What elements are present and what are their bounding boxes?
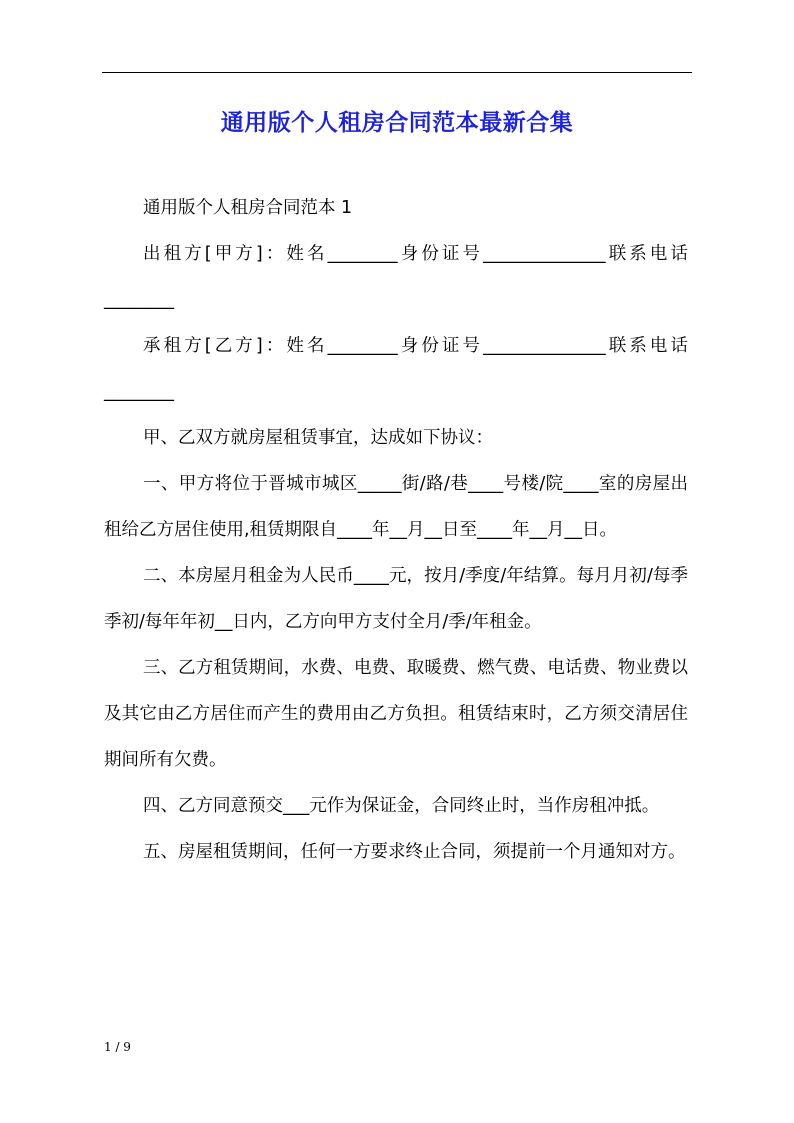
clause-2: 二、本房屋月租金为人民币____元，按月/季度/年结算。每月月初/每季季初/每年年初__日内，乙方向甲方支付全月/季/年租金。: [104, 566, 688, 632]
lessee-info: 承租方[乙方]：姓名________身份证号______________联系电话________: [104, 336, 688, 402]
document-title: 通用版个人租房合同范本最新合集: [220, 110, 574, 136]
clause-4: 四、乙方同意预交___元作为保证金，合同终止时，当作房租冲抵。: [143, 796, 660, 816]
clause-1: 一、甲方将位于晋城市城区_____街/路/巷____号楼/院____室的房屋出租给乙方居住使用,租赁期限自____年__月__日至____年__月__日。: [104, 474, 688, 540]
agreement-intro: 甲、乙双方就房屋租赁事宜，达成如下协议：: [143, 428, 493, 448]
header-rule: [102, 72, 692, 73]
page-number: 1 / 9: [104, 1040, 131, 1054]
section-heading: 通用版个人租房合同范本 1: [143, 198, 353, 218]
clause-5: 五、房屋租赁期间，任何一方要求终止合同，须提前一个月通知对方。: [143, 842, 686, 862]
clause-3: 三、乙方租赁期间，水费、电费、取暖费、燃气费、电话费、物业费以及其它由乙方居住而产生的费用由乙方负担。租赁结束时，乙方须交清居住期间所有欠费。: [104, 658, 688, 770]
lessor-info: 出租方[甲方]：姓名________身份证号______________联系电话________: [104, 244, 688, 310]
document-body: [104, 185, 688, 875]
